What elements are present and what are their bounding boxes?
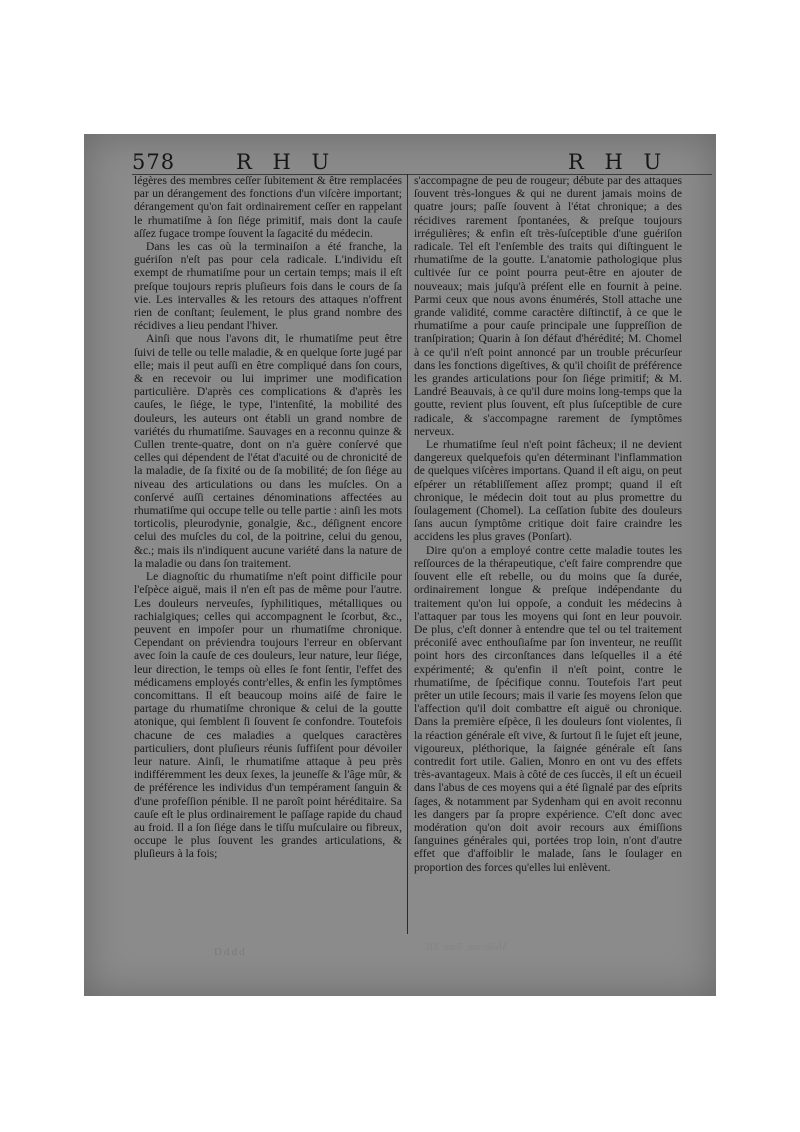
paragraph: légères des membres ceſſer ſubitement & être remplacées par un dérangement des fonctions d'un viſcère important; dérangement qu'on fait ordinairement ceſſer en rappelant le rhumatiſme à ſon ſiége primitif, mais dont la cauſe aſſez fugace trompe ſouvent la ſagacité du médecin. <box>134 174 402 240</box>
paragraph: s'accompagne de peu de rougeur; débute par des attaques ſouvent très-longues & qui ne durent jamais moins de quatre jours; paſſe ſouvent à l'état chronique; a des récidives rarement ſpontanées, & preſque toujours irrégulières; & enfin eſt très-ſuſceptible d'une guériſon radicale. Tel eſt l'enſemble des traits qui diſtinguent le rhumatiſme de la goutte. L'anatomie pathologique plus cultivée ſur ce point pourra peut-être en ajouter de nouveaux; mais juſqu'à préſent elle en fournit à peine. Parmi ceux que nous avons énumérés, Stoll attache une grande validité, comme caractère diſtinctif, à ce que le rhumatiſme a pour cauſe principale une ſuppreſſion de tranſpiration; Quarin à ſon défaut d'hérédité; M. Chomel à ce qu'il n'eſt point annoncé par un trouble précurſeur dans les fonctions digeſtives, & qu'il choiſit de préférence les grandes articulations pour ſon ſiége primitif; & M. Landré Beauvais, à ce qu'il dure moins long-temps que la goutte, revient plus ſouvent, eſt plus ſuſceptible de cure radicale, & s'accompagne rarement de ſymptômes nerveux. <box>414 174 682 438</box>
left-column <box>134 174 402 861</box>
paragraph: Dans les cas où la terminaiſon a été franche, la guériſon n'eſt pas pour cela radicale. L'individu eſt exempt de rhumatiſme pour un certain temps; mais il eſt preſque toujours repris pluſieurs fois dans le cours de ſa vie. Les intervalles & les retours des attaques n'offrent rien de conſtant; ſeulement, le plus grand nombre des récidives a lieu pendant l'hiver. <box>134 240 402 333</box>
paragraph: Le diagnoſtic du rhumatiſme n'eſt point difficile pour l'eſpèce aiguë, mais il n'en eſt pas de même pour l'autre. Les douleurs nerveuſes, ſyphilitiques, métalliques ou rachialgiques; celles qui accompagnent le ſcorbut, &c., peuvent en impoſer pour un rhumatiſme chronique. Cependant on préviendra toujours l'erreur en obſervant avec ſoin la cauſe de ces douleurs, leur nature, leur ſiége, leur direction, le temps où elles ſe font ſentir, l'effet des médicamens employés contr'elles, & enfin les ſymptômes concomittans. Il eſt beaucoup moins aiſé de faire le partage du rhumatiſme chronique & celui de la goutte atonique, qui ſemblent ſi ſouvent ſe confondre. Toutefois chacune de ces maladies a quelques caractères particuliers, dont pluſieurs réunis ſuffiſent pour dévoiler leur nature. Ainſi, le rhumatiſme attaque à peu près indifféremment les deux ſexes, la jeuneſſe & l'âge mûr, & de préférence les individus d'un tempérament ſanguin & d'une profeſſion pénible. Il ne paroît point héréditaire. Sa cauſe eſt le plus ordinairement le paſſage rapide du chaud au froid. Il a ſon ſiége dans le tiſſu muſculaire ou fibreux, occupe le plus ſouvent les grandes articulations, & pluſieurs à la fois; <box>134 570 402 861</box>
running-head-right: R H U <box>568 150 669 174</box>
right-column <box>414 174 682 874</box>
paragraph: Dire qu'on a employé contre cette maladie toutes les reſſources de la thérapeutique, c'eſt faire comprendre que ſouvent elle eſt rebelle, ou du moins que ſa durée, ordinairement longue & preſque indépendante du traitement qu'on lui oppoſe, a conduit les médecins à l'attaquer par tous les moyens qui ſont en leur pouvoir. De plus, c'eſt donner à entendre que tel ou tel traitement préconiſé avec enthouſiaſme par ſon inventeur, ne reuſſit point hors des circonſtances dans leſquelles il a été expérimenté; & qu'enfin il n'eſt point, contre le rhumatiſme, de ſpécifique connu. Toutefois l'art peut prêter un utile ſecours; mais il varie ſes moyens ſelon que l'affection qu'il doit combattre eſt aiguë ou chronique. Dans la première eſpèce, ſi les douleurs ſont violentes, ſi la réaction générale eſt vive, & ſurtout ſi le ſujet eſt jeune, vigoureux, pléthorique, la ſaignée générale eſt ſans contredit fort utile. Galien, Monro en ont vu des effets très-avantageux. Mais à côté de ces ſuccès, il eſt un écueil dans l'abus de ces moyens qui a été ſignalé par des eſprits ſages, & notamment par Sydenham qui en avoit reconnu les dangers par ſa propre expérience. C'eſt donc avec modération qu'on doit avoir recours aux émiſſions ſanguines générales qui, portées trop loin, n'ont d'autre effet que d'affoiblir le malade, ſans le ſoulager en proportion des forces qu'elles lui enlèvent. <box>414 543 682 874</box>
signature-mark: Dddd <box>214 946 247 958</box>
column-divider <box>407 174 408 934</box>
scanned-page <box>84 134 716 996</box>
page-number: 578 <box>132 150 176 174</box>
bleed-through-text: Médecine. Tome XII. <box>424 942 507 953</box>
page-header <box>132 146 672 176</box>
paragraph: Le rhumatiſme ſeul n'eſt point fâcheux; il ne devient dangereux quelquefois qu'en déterminant l'inflammation de quelques viſcères importans. Quand il eſt aigu, on peut eſpérer un rétabliſſement aſſez prompt; quand il eſt chronique, le médecin doit tout au plus promettre du ſoulagement (Chomel). La ceſſation ſubite des douleurs ſans aucun ſymptôme critique doit faire craindre les accidens les plus graves (Ponſart). <box>414 438 682 544</box>
paragraph: Ainſi que nous l'avons dit, le rhumatiſme peut être ſuivi de telle ou telle maladie, & en quelque ſorte jugé par elle; mais il peut auſſi en être compliqué dans ſon cours, & en recevoir ou lui imprimer une modification particulière. D'après ces complications & d'après les cauſes, le ſiége, le type, l'intenſité, la mobilité des douleurs, les auteurs ont établi un grand nombre de variétés du rhumatiſme. Sauvages en a reconnu quinze & Cullen trente-quatre, dont on n'a guère conſervé que celles qui dépendent de l'état d'acuité ou de chronicité de la maladie, de ſa fixité ou de ſa mobilité; de ſon ſiége au niveau des articulations ou dans les muſcles. On a conſervé auſſi certaines dénominations affectées au rhumatiſme qui occupe telle ou telle partie : ainſi les mots torticolis, pleurodynie, gonalgie, &c., déſignent encore celui des muſcles du col, de la poitrine, celui du genou, &c.; mais ils n'indiquent aucune variété dans la nature de la maladie ou dans ſon traitement. <box>134 332 402 570</box>
running-head-left: R H U <box>236 150 337 174</box>
